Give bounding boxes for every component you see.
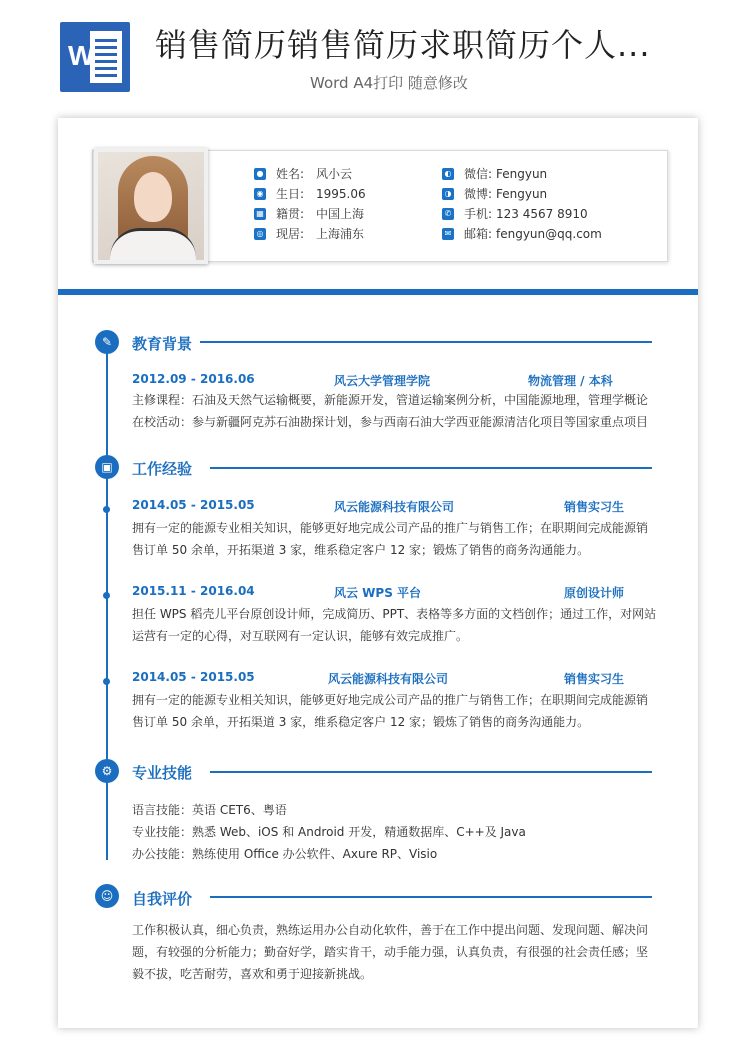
self-evaluation-line: 工作积极认真，细心负责，熟练运用办公自动化软件，善于在工作中提出问题、发现问题、解决问: [132, 923, 649, 937]
phone-icon: ✆: [442, 208, 454, 220]
section-rule: [210, 896, 652, 898]
work-description: 拥有一定的能源专业相关知识，能够更好地完成公司产品的推广与销售工作；在职期间完成能源销: [132, 693, 649, 707]
work-company: 风云能源科技有限公司: [328, 672, 449, 686]
work-description: 担任 WPS 稻壳儿平台原创设计师，完成简历、PPT、表格等多方面的文档创作；通过工作，对网站: [132, 607, 657, 621]
location-pin-icon: ◎: [254, 228, 266, 240]
work-description: 售订单 50 余单，开拓渠道 3 家，维系稳定客户 12 家；锻炼了销售的商务沟通能力。: [132, 543, 590, 557]
section-title-work: 工作经验: [132, 460, 193, 478]
document-title: 销售简历销售简历求职简历个人...: [155, 26, 651, 64]
work-role: 销售实习生: [564, 672, 625, 686]
self-evaluation-line: 题，有较强的分析能力；勤奋好学，踏实肯干，动手能力强，认真负责，有很强的社会责任感；坚: [132, 945, 649, 959]
document-subtitle: Word A4打印 随意修改: [310, 74, 468, 92]
education-school: 风云大学管理学院: [334, 374, 431, 388]
work-date: 2014.05 - 2015.05: [132, 498, 255, 512]
self-evaluation-line: 毅不拔，吃苦耐劳，喜欢和勇于迎接新挑战。: [132, 967, 373, 981]
birthday-icon: ◉: [254, 188, 266, 200]
building-icon: ▦: [254, 208, 266, 220]
section-title-skills: 专业技能: [132, 764, 193, 782]
word-document-icon: W: [60, 22, 130, 92]
work-description: 运营有一定的心得，对互联网有一定认识，能够有效完成推广。: [132, 629, 469, 643]
header-divider-bar: [58, 289, 698, 295]
skill-office: 办公技能：熟练使用 Office 办公软件、Axure RP、Visio: [132, 847, 438, 861]
section-title-self: 自我评价: [132, 890, 193, 908]
education-date: 2012.09 - 2016.06: [132, 372, 255, 386]
timeline-dot: [103, 678, 110, 685]
document-header: [0, 0, 750, 112]
graduation-icon: ✎: [95, 330, 119, 354]
gear-icon: ⚙: [95, 759, 119, 783]
work-date: 2015.11 - 2016.04: [132, 584, 255, 598]
work-company: 风云能源科技有限公司: [334, 500, 455, 514]
weibo-icon: ◑: [442, 188, 454, 200]
email-icon: ✉: [442, 228, 454, 240]
profile-photo: [94, 148, 208, 264]
work-company: 风云 WPS 平台: [334, 586, 422, 600]
skill-language: 语言技能：英语 CET6、粤语: [132, 803, 287, 817]
work-description: 售订单 50 余单，开拓渠道 3 家，维系稳定客户 12 家；锻炼了销售的商务沟通能力。: [132, 715, 590, 729]
section-title-education: 教育背景: [132, 335, 193, 353]
work-description: 拥有一定的能源专业相关知识，能够更好地完成公司产品的推广与销售工作；在职期间完成能源销: [132, 521, 649, 535]
education-activities: 在校活动：参与新疆阿克苏石油勘探计划，参与西南石油大学西亚能源清洁化项目等国家重点项目: [132, 415, 649, 429]
wechat-icon: ◐: [442, 168, 454, 180]
education-courses: 主修课程：石油及天然气运输概要，新能源开发，管道运输案例分析，中国能源地理，管理学概论: [132, 393, 649, 407]
timeline-dot: [103, 506, 110, 513]
work-role: 销售实习生: [564, 500, 625, 514]
work-role: 原创设计师: [564, 586, 625, 600]
section-rule: [200, 341, 652, 343]
user-icon: ●: [254, 168, 266, 180]
person-icon: ☺: [95, 884, 119, 908]
section-rule: [210, 467, 652, 469]
timeline-line: [106, 352, 108, 860]
section-rule: [210, 771, 652, 773]
skill-professional: 专业技能：熟悉 Web、iOS 和 Android 开发，精通数据库、C++及 Java: [132, 825, 526, 839]
briefcase-icon: ▣: [95, 455, 119, 479]
education-major: 物流管理 / 本科: [528, 374, 613, 388]
work-date: 2014.05 - 2015.05: [132, 670, 255, 684]
timeline-dot: [103, 592, 110, 599]
